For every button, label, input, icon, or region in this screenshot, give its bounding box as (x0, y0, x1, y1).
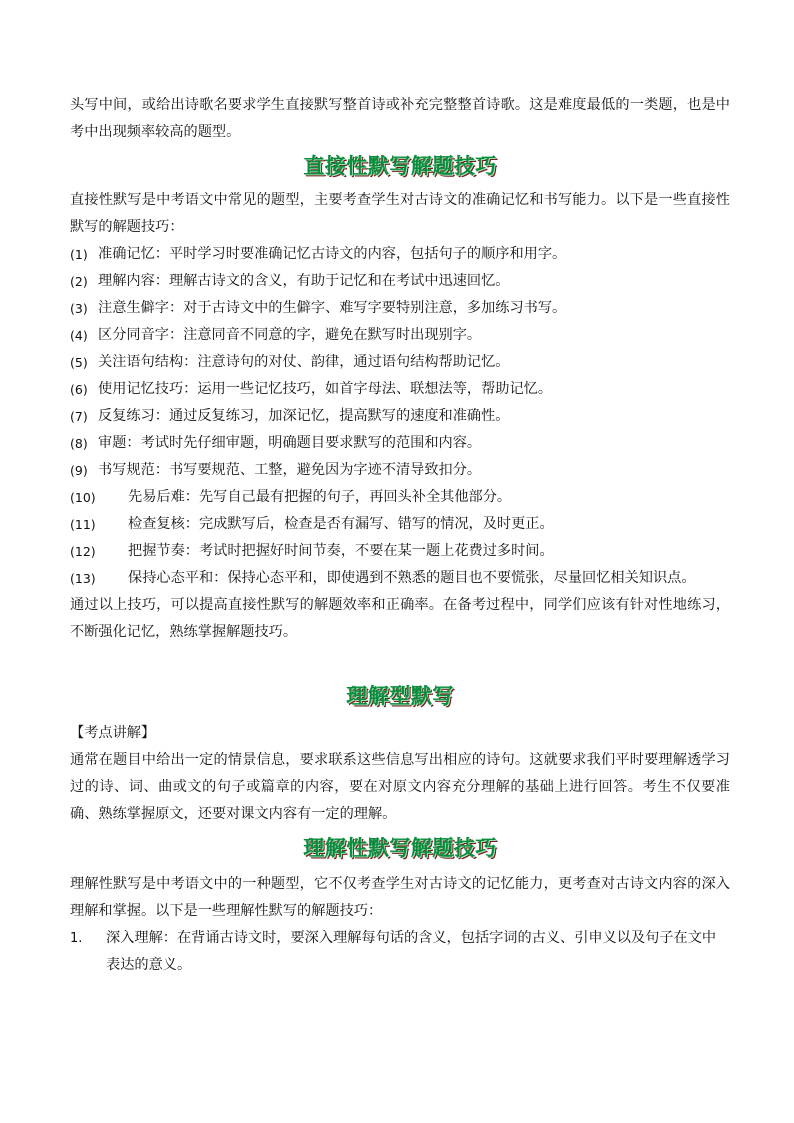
list-item (70, 538, 730, 565)
list-item-text: 把握节奏：考试时把握好时间节奏，不要在某一题上花费过多时间。 (128, 543, 554, 559)
list-item-number: (8) (70, 436, 88, 451)
list-item-number: 1. (70, 931, 83, 946)
list-item-text: 使用记忆技巧：运用一些记忆技巧，如首字母法、联想法等，帮助记忆。 (98, 381, 553, 397)
document-content (70, 92, 730, 979)
section1-tips-list (70, 241, 730, 592)
section-heading-comprehension-dictation: 理解型默写 (346, 684, 454, 708)
list-item (70, 484, 730, 511)
list-item (70, 295, 730, 322)
list-item-number: (7) (70, 409, 88, 424)
list-item (70, 403, 730, 430)
list-item-number: (9) (70, 463, 88, 478)
list-item-number: (3) (70, 301, 88, 316)
section-heading-direct-dictation-tips: 直接性默写解题技巧 (303, 154, 497, 178)
list-item (70, 565, 730, 592)
list-item-text: 关注语句结构：注意诗句的对仗、韵律，通过语句结构帮助记忆。 (98, 354, 510, 370)
list-item (70, 268, 730, 295)
list-item-text: 准确记忆：平时学习时要准确记忆古诗文的内容，包括句子的顺序和用字。 (98, 246, 567, 262)
list-item-text: 注意生僻字：对于古诗文中的生僻字、难写字要特别注意，多加练习书写。 (98, 300, 567, 316)
list-item (70, 457, 730, 484)
list-item-number: (11) (70, 517, 96, 532)
section2-paragraph: 通常在题目中给出一定的情景信息，要求联系这些信息写出相应的诗句。这就要求我们平时要理解透学习过的诗、词、曲或文的句子或篇章的内容，要在对原文内容充分理解的基础上进行回答。考生不仅要准确、熟练掌握原文，还要对课文内容有一定的理解。 (70, 752, 730, 822)
list-item (70, 349, 730, 376)
list-item-text: 理解内容：理解古诗文的含义，有助于记忆和在考试中迅速回忆。 (98, 273, 510, 289)
list-item (70, 511, 730, 538)
section-heading-comprehension-dictation-tips: 理解性默写解题技巧 (303, 836, 497, 860)
section3-intro-paragraph: 理解性默写是中考语文中的一种题型，它不仅考查学生对古诗文的记忆能力，更考查对古诗文内容的深入理解和掌握。以下是一些理解性默写的解题技巧： (70, 876, 730, 919)
list-item-number: (6) (70, 382, 88, 397)
list-item-number: (4) (70, 328, 88, 343)
list-item-text: 先易后难：先写自己最有把握的句子，再回头补全其他部分。 (128, 489, 512, 505)
list-item-text: 书写规范：书写要规范、工整，避免因为字迹不清导致扣分。 (98, 462, 482, 478)
list-item (70, 430, 730, 457)
intro-paragraph: 头写中间，或给出诗歌名要求学生直接默写整首诗或补充完整整首诗歌。这是难度最低的一类题，也是中考中出现频率较高的题型。 (70, 97, 730, 140)
section1-conclusion-paragraph: 通过以上技巧，可以提高直接性默写的解题效率和正确率。在备考过程中，同学们应该有针对性地练习，不断强化记忆，熟练掌握解题技巧。 (70, 597, 730, 640)
list-item (70, 322, 730, 349)
list-item-text: 深入理解：在背诵古诗文时，要深入理解每句话的含义，包括字词的古义、引申义以及句子在文中表达的意义。 (106, 930, 717, 973)
section1-intro-paragraph: 直接性默写是中考语文中常见的题型，主要考查学生对古诗文的准确记忆和书写能力。以下是一些直接性默写的解题技巧： (70, 192, 730, 235)
list-item (70, 376, 730, 403)
list-item-number: (5) (70, 355, 88, 370)
list-item-number: (13) (70, 571, 96, 586)
list-item-text: 保持心态平和：保持心态平和，即使遇到不熟悉的题目也不要慌张，尽量回忆相关知识点。 (128, 570, 696, 586)
list-item-number: (12) (70, 544, 96, 559)
list-item-text: 审题：考试时先仔细审题，明确题目要求默写的范围和内容。 (98, 435, 482, 451)
list-item-text: 反复练习：通过反复练习，加深记忆，提高默写的速度和准确性。 (98, 408, 510, 424)
list-item-number: (10) (70, 490, 96, 505)
exam-point-label: 【考点讲解】 (70, 725, 156, 741)
list-item-text: 检查复核：完成默写后，检查是否有漏写、错写的情况，及时更正。 (128, 516, 554, 532)
list-item-number: (2) (70, 274, 88, 289)
list-item-text: 区分同音字：注意同音不同意的字，避免在默写时出现别字。 (98, 327, 482, 343)
list-item (70, 925, 730, 979)
list-item (70, 241, 730, 268)
list-item-number: (1) (70, 247, 88, 262)
